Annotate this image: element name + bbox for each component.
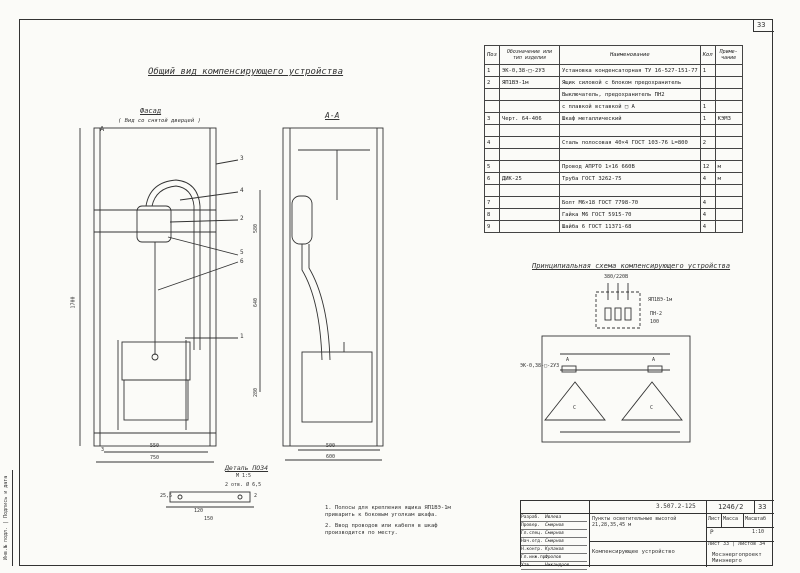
spec-cell-code: ЯП1ВЭ-1м xyxy=(499,77,559,89)
stamp-signatures xyxy=(521,514,587,570)
stamp-org: Мосэнергопроект Минэнерго xyxy=(712,552,762,565)
spec-cell-note xyxy=(715,89,742,101)
spec-cell-note: м xyxy=(715,161,742,173)
spec-cell-name: Установка конденсаторная ТУ 16-527-151-77 xyxy=(559,65,700,77)
spec-cell-qty: 1 xyxy=(700,113,715,125)
spec-cell-qty xyxy=(700,149,715,161)
spec-cell-qty xyxy=(700,125,715,137)
spec-cell-name xyxy=(559,185,700,197)
spec-cell-qty: 1 xyxy=(700,101,715,113)
schema-label: 100 xyxy=(650,319,660,325)
spec-cell-qty: 4 xyxy=(700,221,715,233)
stamp-drawing-name: Компенсирующее устройство xyxy=(592,549,675,555)
spec-header: Поз xyxy=(485,46,500,65)
callout: 5 xyxy=(240,249,244,256)
dim: 750 xyxy=(150,455,160,461)
schema-label: А xyxy=(652,357,656,363)
spec-cell-note xyxy=(715,221,742,233)
spec-cell-qty: 12 xyxy=(700,161,715,173)
spec-cell-note xyxy=(715,77,742,89)
facade-capacitor xyxy=(122,342,190,380)
schema-label: ПН-2 xyxy=(650,311,663,317)
spec-cell-pos: 4 xyxy=(485,137,500,149)
spec-cell-code: ДИК-25 xyxy=(499,173,559,185)
signature-role: Разраб. xyxy=(521,515,540,520)
dim: 280 xyxy=(253,387,260,398)
spec-cell-name xyxy=(559,125,700,137)
spec-row xyxy=(485,173,743,185)
facade-sub: ( Вид со снятой дверцей ) xyxy=(118,118,201,124)
spec-cell-code xyxy=(499,137,559,149)
spec-cell-pos: 2 xyxy=(485,77,500,89)
schema-capacitor-box xyxy=(542,336,690,442)
binding-margin-note: Инв.№ подл. | Подпись и дата xyxy=(3,475,9,560)
spec-cell-pos: 5 xyxy=(485,161,500,173)
spec-header: Кол xyxy=(700,46,715,65)
spec-row xyxy=(485,125,743,137)
dim: 500 xyxy=(326,443,336,449)
spec-cell-pos: 1 xyxy=(485,65,500,77)
spec-row xyxy=(485,89,743,101)
schema-label: А xyxy=(566,357,570,363)
spec-cell-pos: 8 xyxy=(485,209,500,221)
dim: 1700 xyxy=(70,296,77,309)
signature-role: Гл.инж.пр. xyxy=(521,555,549,560)
dim: 550 xyxy=(150,443,160,449)
note-2: 2. Ввод проводов или кабеля в шкаф производится по месту. xyxy=(325,523,438,536)
spec-row xyxy=(485,65,743,77)
stamp-scale-label: Масштаб xyxy=(745,516,767,522)
spec-cell-note xyxy=(715,149,742,161)
spec-row xyxy=(485,149,743,161)
spec-cell-pos xyxy=(485,125,500,137)
stamp-stage: Р xyxy=(710,529,714,536)
detail-title: Деталь ПОЗ4 xyxy=(225,464,269,472)
spec-cell-name xyxy=(559,149,700,161)
spec-cell-note xyxy=(715,125,742,137)
spec-cell-qty xyxy=(700,77,715,89)
spec-cell-name: Провод АПРТО 1×16 660В xyxy=(559,161,700,173)
signature-row xyxy=(521,538,587,546)
callout: 1 xyxy=(240,333,244,340)
stamp-mass-label: Масса xyxy=(723,516,739,522)
spec-header: Наименование xyxy=(559,46,700,65)
spec-cell-pos xyxy=(485,89,500,101)
signature-name: Фролов xyxy=(545,555,562,560)
spec-cell-pos: 6 xyxy=(485,173,500,185)
spec-cell-name: Шкаф металлический xyxy=(559,113,700,125)
schema-label: ЭК-0,38-□-2У3 xyxy=(520,363,560,369)
signature-role: Н.контр. xyxy=(521,547,543,552)
spec-cell-name: с плавкой вставкой □ А xyxy=(559,101,700,113)
section-capacitor xyxy=(302,352,372,422)
stamp-album: 1246/2 xyxy=(718,503,744,511)
spec-cell-code xyxy=(499,125,559,137)
spec-cell-code xyxy=(499,209,559,221)
spec-row xyxy=(485,161,743,173)
spec-cell-note xyxy=(715,185,742,197)
signature-role: Нач.отд. xyxy=(521,539,543,544)
dim: 640 xyxy=(253,297,260,308)
signature-row xyxy=(521,530,587,538)
signature-role: Провер. xyxy=(521,523,540,528)
spec-cell-name: Выключатель, предохранитель ПН2 xyxy=(559,89,700,101)
signature-name: Смирнов xyxy=(545,523,564,528)
spec-row xyxy=(485,101,743,113)
signature-name: Ивлева xyxy=(545,515,562,520)
spec-cell-note xyxy=(715,209,742,221)
schema-label: С xyxy=(573,405,577,411)
note-1: 1. Полосы для крепления ящика ЯП1ВЭ-1м приварить к боковым уголкам шкафа. xyxy=(325,505,451,518)
spec-cell-name: Шайба 6 ГОСТ 11371-68 xyxy=(559,221,700,233)
stamp-object: Пункты осветительные высотой 21,28,35,45 м xyxy=(592,516,677,528)
detail-dim: 150 xyxy=(204,516,214,522)
spec-cell-code xyxy=(499,149,559,161)
spec-cell-code xyxy=(499,185,559,197)
general-view-title: Общий вид компенсирующего устройства xyxy=(148,67,344,77)
spec-cell-code xyxy=(499,101,559,113)
stamp-sheet-label: Лист xyxy=(708,516,721,522)
facade-fuse-box xyxy=(137,206,171,242)
spec-cell-pos: 3 xyxy=(485,113,500,125)
signature-row xyxy=(521,546,587,554)
page-number: 33 xyxy=(757,21,766,29)
spec-cell-note xyxy=(715,137,742,149)
spec-header-row xyxy=(485,46,743,65)
spec-cell-code xyxy=(499,221,559,233)
callout: 2 xyxy=(240,215,244,222)
spec-cell-name: Ящик силовой с блоком предохранитель xyxy=(559,77,700,89)
section-fuse-box xyxy=(292,196,312,244)
spec-cell-note: КЭМЗ xyxy=(715,113,742,125)
spec-cell-qty xyxy=(700,185,715,197)
spec-cell-qty: 1 xyxy=(700,65,715,77)
signature-role: Гл.спец. xyxy=(521,531,543,536)
callout: 4 xyxy=(240,187,244,194)
spec-cell-note xyxy=(715,197,742,209)
stamp-copy: Лист 33 | Листов 34 xyxy=(708,541,766,547)
spec-cell-pos xyxy=(485,149,500,161)
spec-row xyxy=(485,77,743,89)
spec-cell-name: Труба ГОСТ 3262-75 xyxy=(559,173,700,185)
stamp-code: 3.507.2-125 xyxy=(656,503,696,510)
detail-dim: 2 xyxy=(254,493,258,499)
spec-cell-note: м xyxy=(715,173,742,185)
detail-dim: 2 отв. Ø 6,5 xyxy=(225,482,262,488)
spec-row xyxy=(485,113,743,125)
spec-cell-qty: 2 xyxy=(700,137,715,149)
spec-cell-pos xyxy=(485,185,500,197)
stamp-sheet: 33 xyxy=(758,503,767,511)
signature-row xyxy=(521,522,587,530)
spec-cell-name: Гайка М6 ГОСТ 5915-70 xyxy=(559,209,700,221)
spec-cell-code xyxy=(499,89,559,101)
signature-row xyxy=(521,562,587,570)
spec-cell-qty: 4 xyxy=(700,197,715,209)
section-label: А-А xyxy=(325,111,340,120)
spec-cell-name: Сталь полосовая 40×4 ГОСТ 103-76 L=800 xyxy=(559,137,700,149)
spec-cell-pos: 7 xyxy=(485,197,500,209)
specification-table xyxy=(484,45,743,233)
signature-role: Утв. xyxy=(521,563,532,568)
spec-row xyxy=(485,197,743,209)
spec-cell-qty: 4 xyxy=(700,173,715,185)
schema-title: Принципиальная схема компенсирующего устройства xyxy=(532,262,731,270)
detail-scale: М 1:5 xyxy=(236,473,252,479)
spec-cell-code xyxy=(499,197,559,209)
spec-cell-note xyxy=(715,101,742,113)
spec-cell-code: ЭК-0,38-□-2У3 xyxy=(499,65,559,77)
detail-dim: 25,5 xyxy=(160,493,173,499)
spec-cell-code xyxy=(499,161,559,173)
spec-cell-qty xyxy=(700,89,715,101)
spec-cell-code: Черт. 64-406 xyxy=(499,113,559,125)
spec-row xyxy=(485,209,743,221)
spec-cell-name: Болт М6×18 ГОСТ 7798-70 xyxy=(559,197,700,209)
schema-label: ЯП1ВЭ-1м xyxy=(648,297,673,303)
dim: 600 xyxy=(326,454,336,460)
signature-name: Никандров xyxy=(545,563,570,568)
signature-name: Смирнов xyxy=(545,531,564,536)
spec-cell-pos xyxy=(485,101,500,113)
spec-row xyxy=(485,137,743,149)
spec-cell-qty: 4 xyxy=(700,209,715,221)
view-mark: А xyxy=(100,125,105,133)
signature-row xyxy=(521,514,587,522)
spec-header: Обозначение или тип изделия xyxy=(499,46,559,65)
signature-name: Смирнов xyxy=(545,539,564,544)
signature-name: Кулаков xyxy=(545,547,564,552)
callout: 6 xyxy=(240,258,244,265)
dim: 3 xyxy=(101,447,105,453)
stamp-scale-value: 1:10 xyxy=(752,529,765,535)
detail-dim: 120 xyxy=(194,508,204,514)
spec-cell-note xyxy=(715,65,742,77)
spec-header: Приме-чание xyxy=(715,46,742,65)
facade-label: Фасад xyxy=(140,107,162,115)
section-cabinet-outline xyxy=(283,128,383,446)
schema-label: С xyxy=(650,405,654,411)
dim: 580 xyxy=(253,223,260,234)
spec-row xyxy=(485,185,743,197)
schema-label: 380/220В xyxy=(604,274,629,280)
signature-row xyxy=(521,554,587,562)
spec-row xyxy=(485,221,743,233)
spec-cell-pos: 9 xyxy=(485,221,500,233)
callout: 3 xyxy=(240,155,244,162)
